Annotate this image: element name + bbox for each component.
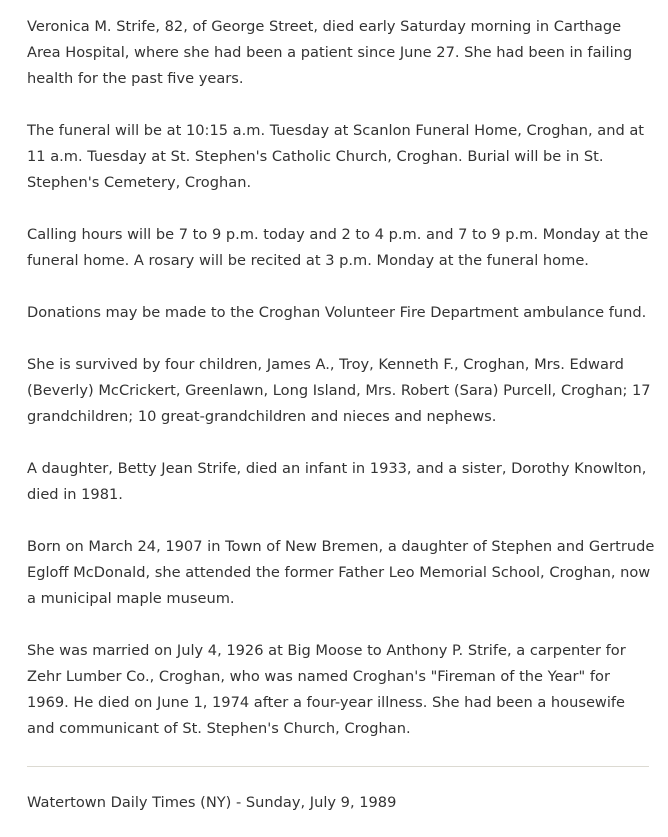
obituary-paragraph-death-notice: Veronica M. Strife, 82, of George Street, died early Saturday morning in Carthage Area Hospital, where she had been a patient since June 27. She had been in failing health for the past five years. [27, 18, 633, 87]
obituary-article [27, 14, 655, 768]
obituary-paragraph-calling-hours: Calling hours will be 7 to 9 p.m. today and 2 to 4 p.m. and 7 to 9 p.m. Monday at the funeral home. A rosary will be recited at 3 p.m. Monday at the funeral home. [27, 226, 649, 269]
source-divider [27, 766, 649, 767]
obituary-paragraph-biography: Born on March 24, 1907 in Town of New Bremen, a daughter of Stephen and Gertrude Egloff McDonald, she attended the former Father Leo Memorial School, Croghan, now a municipal maple museum. [27, 538, 655, 607]
obituary-paragraph-survivors: She is survived by four children, James A., Troy, Kenneth F., Croghan, Mrs. Edward (Beverly) McCrickert, Greenlawn, Long Island, Mrs. Robert (Sara) Purcell, Croghan; 17 grandchildren; 10 great-grandchildren and nieces and nephews. [27, 356, 651, 425]
source-citation: Watertown Daily Times (NY) - Sunday, July 9, 1989 [27, 794, 397, 811]
obituary-paragraph-predeceased: A daughter, Betty Jean Strife, died an infant in 1933, and a sister, Dorothy Knowlton, died in 1981. [27, 460, 647, 503]
obituary-paragraph-funeral: The funeral will be at 10:15 a.m. Tuesday at Scanlon Funeral Home, Croghan, and at 11 a.m. Tuesday at St. Stephen's Catholic Church, Croghan. Burial will be in St. Stephen's Cemetery, Croghan. [27, 122, 645, 191]
obituary-paragraph-donations: Donations may be made to the Croghan Volunteer Fire Department ambulance fund. [27, 304, 647, 321]
obituary-paragraph-marriage: She was married on July 4, 1926 at Big Moose to Anthony P. Strife, a carpenter for Zehr Lumber Co., Croghan, who was named Croghan's "Fireman of the Year" for 1969. He died on June 1, 1974 after a four-year illness. She had been a housewife and communicant of St. Stephen's Church, Croghan. [27, 642, 626, 737]
